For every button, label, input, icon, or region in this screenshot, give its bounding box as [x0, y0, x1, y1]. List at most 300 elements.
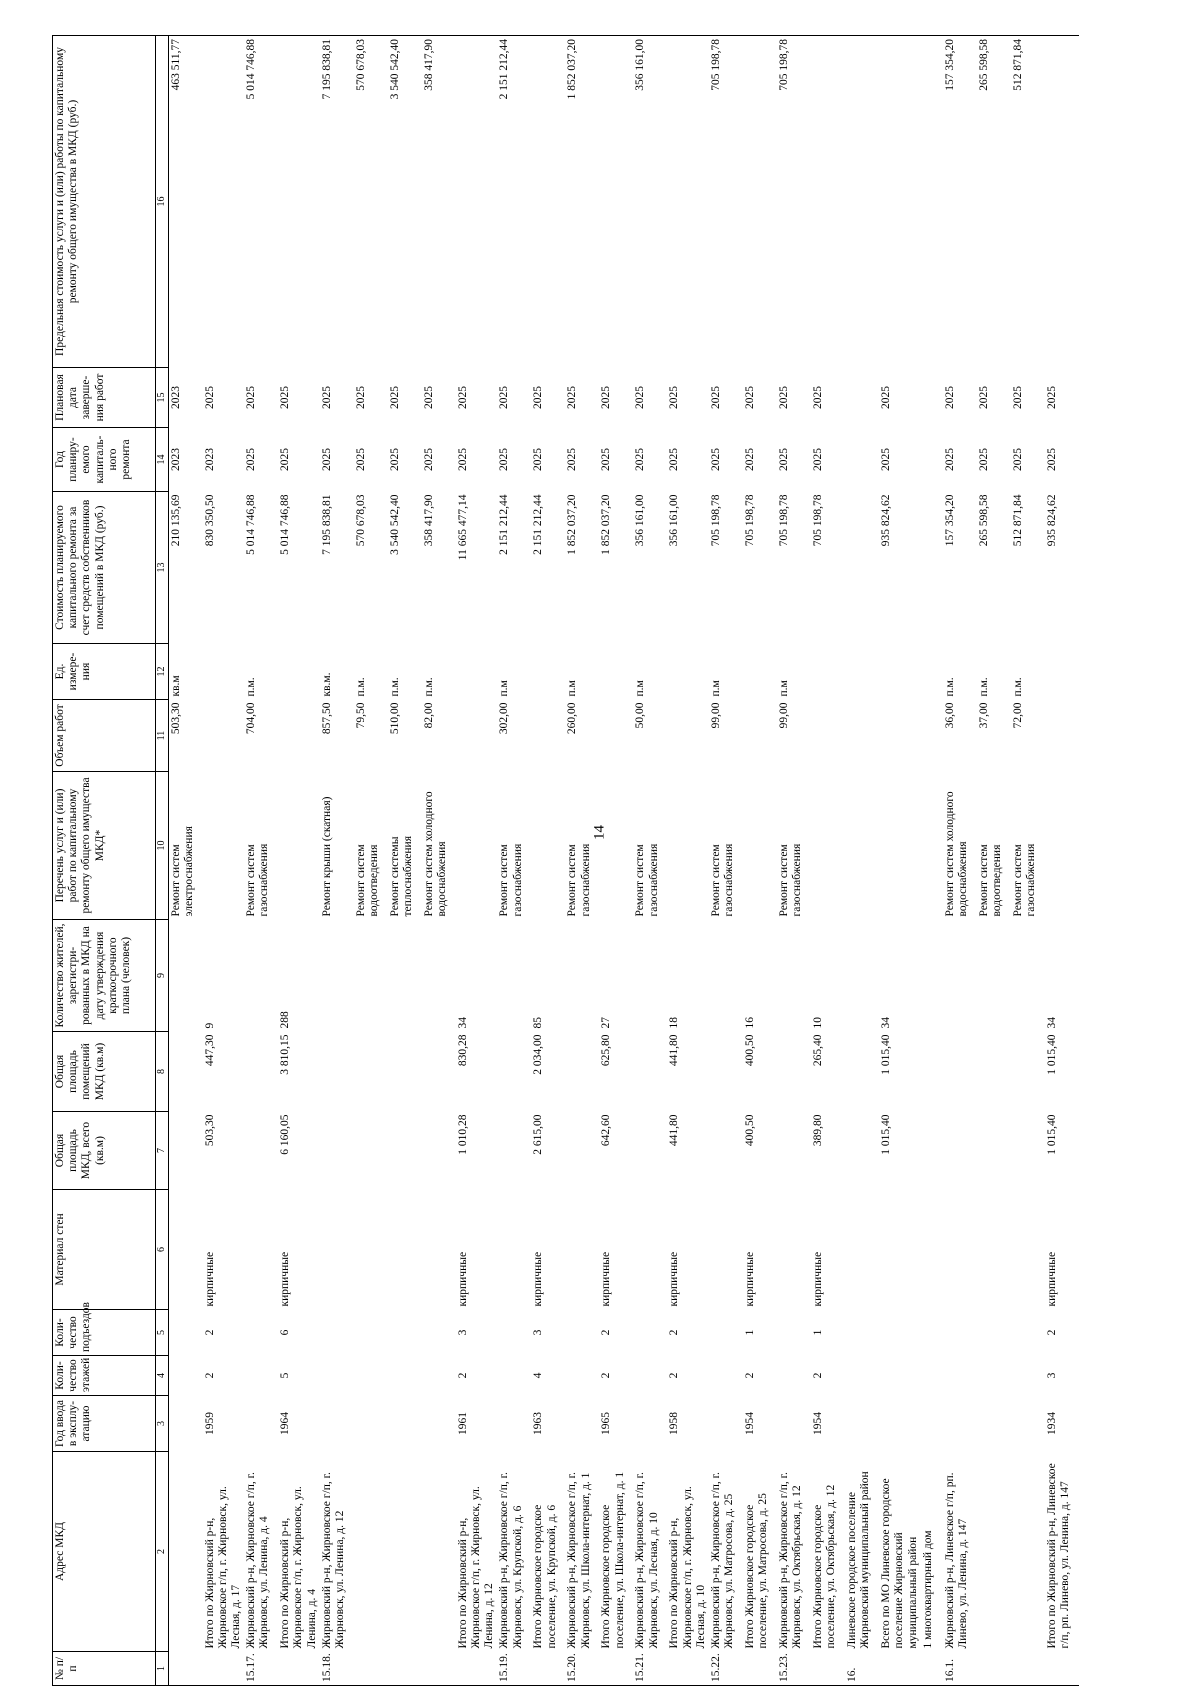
column-number-row	[156, 36, 169, 1686]
cell-col-3	[879, 1396, 921, 1452]
table-row	[388, 36, 422, 1686]
table-row	[777, 36, 811, 1686]
cell-col-3: 1954	[744, 1412, 757, 1435]
cell-col-8: 400,50	[744, 1034, 757, 1067]
cell-col-12: п.м.	[422, 677, 435, 697]
cell-col-13: 705 198,78	[744, 494, 757, 547]
cell-col-9	[709, 920, 743, 1032]
cell-col-16: 5 014 746,88	[244, 36, 278, 368]
cell-col-10: Ремонт систем водоотведения	[977, 844, 1003, 917]
cell-col-1: 16.	[845, 1652, 879, 1686]
cell-col-10: Ремонт систем газоснабжения	[566, 843, 592, 917]
cell-col-16: 157 354,20	[943, 36, 977, 368]
cell-col-14: 2025	[388, 448, 401, 471]
cell-col-13	[921, 492, 943, 644]
cell-col-5	[943, 1310, 977, 1356]
cell-col-13: 356 161,00	[634, 494, 647, 547]
cell-col-7	[354, 1112, 388, 1190]
cell-col-13: 5 014 746,88	[279, 494, 292, 555]
cell-col-14: 2023	[170, 448, 182, 471]
cell-col-4: 3	[1045, 1372, 1058, 1379]
table-row	[633, 36, 667, 1686]
cell-col-4: 5	[279, 1372, 292, 1379]
cell-col-7: 1 015,40	[1045, 1114, 1058, 1155]
cell-col-11	[531, 700, 565, 772]
cell-col-13	[845, 492, 879, 644]
cell-col-6: кирпичные	[744, 1251, 757, 1307]
cell-col-13: 356 161,00	[668, 494, 681, 547]
cell-col-14: 2025	[744, 448, 757, 471]
cell-col-12: п.м.	[977, 677, 990, 697]
cell-col-9: 18	[668, 1017, 681, 1029]
column-number-12: 12	[156, 644, 169, 700]
cell-col-13: 1 852 037,20	[600, 494, 613, 555]
cell-col-6: кирпичные	[1045, 1251, 1058, 1307]
cell-col-14: 2025	[778, 448, 791, 471]
cell-col-16	[879, 36, 921, 368]
cell-col-12: п.м.	[354, 677, 367, 697]
cell-col-12: п.м	[566, 680, 579, 697]
cell-col-4	[777, 1356, 811, 1396]
cell-col-8	[777, 1032, 811, 1112]
cell-col-2: Жирновский р-н, Жирновское г/п, г. Жирновск, ул. Лесная, д. 10	[634, 1472, 660, 1649]
cell-col-12: п.м	[498, 680, 511, 697]
column-number-4: 4	[156, 1356, 169, 1396]
cell-col-7	[244, 1112, 278, 1190]
column-header-15: Плановая дата заверше-ния работ	[53, 368, 156, 428]
cell-col-3	[709, 1396, 743, 1452]
cell-col-2: Итого по Жирновский р-н, Жирновское г/п, г. Жирновск, ул. Ленина, д. 12	[456, 1486, 496, 1649]
cell-col-2: Итого по Жирновский р-н, Жирновское г/п, г. Жирновск, ул. Лесная, д. 17	[203, 1486, 242, 1649]
cell-col-3	[921, 1396, 943, 1452]
cell-col-14: 2025	[498, 448, 511, 471]
cell-col-1: 15.20.	[565, 1652, 599, 1686]
cell-col-11	[667, 700, 709, 772]
cell-col-15	[845, 368, 879, 428]
cell-col-8	[244, 1032, 278, 1112]
cell-col-6	[943, 1190, 977, 1310]
cell-col-7	[845, 1112, 879, 1190]
cell-col-3	[244, 1396, 278, 1452]
cell-col-16: 570 678,03	[354, 36, 388, 368]
cell-col-13: 5 014 746,88	[245, 494, 258, 555]
cell-col-14	[845, 428, 879, 492]
cell-col-12: п.м.	[388, 677, 401, 697]
cell-col-10: Ремонт систем газоснабжения	[710, 843, 736, 917]
cell-col-12: п.м	[710, 680, 723, 697]
cell-col-7: 389,80	[812, 1114, 825, 1147]
cell-col-2	[354, 1452, 388, 1652]
cell-col-14: 2025	[320, 448, 333, 471]
cell-col-3	[354, 1396, 388, 1452]
cell-col-10: Ремонт систем газоснабжения	[245, 843, 271, 917]
cell-col-1: 15.21.	[633, 1652, 667, 1686]
cell-col-7: 441,80	[668, 1114, 681, 1147]
cell-col-9	[845, 920, 879, 1032]
cell-col-3	[633, 1396, 667, 1452]
cell-col-11: 857,50	[320, 702, 333, 735]
cell-col-5	[388, 1310, 422, 1356]
cell-col-1	[169, 1652, 203, 1686]
cell-col-16	[845, 36, 879, 368]
cell-col-5: 6	[279, 1329, 292, 1336]
cell-col-10	[456, 772, 498, 920]
cell-col-6: кирпичные	[279, 1251, 292, 1307]
cell-col-11: 302,00	[498, 702, 511, 735]
cell-col-6	[320, 1190, 354, 1310]
cell-col-9	[1011, 920, 1045, 1032]
cell-col-14: 2025	[456, 448, 469, 471]
cell-col-2	[977, 1452, 1011, 1652]
cell-col-11: 37,00	[977, 702, 990, 729]
cell-col-4	[709, 1356, 743, 1396]
cell-col-5	[565, 1310, 599, 1356]
cell-col-1: 15.17.	[244, 1652, 278, 1686]
cell-col-15: 2025	[880, 386, 893, 409]
cell-col-11: 704,00	[245, 702, 258, 735]
cell-col-5	[169, 1310, 203, 1356]
cell-col-6	[633, 1190, 667, 1310]
column-number-10: 10	[156, 772, 169, 920]
cell-col-10: Ремонт систем газоснабжения	[1011, 843, 1037, 917]
cell-col-9: 16	[744, 1017, 757, 1029]
cell-col-2: Итого Жирновское городское поселение, ул. Крупской, д. 6	[532, 1504, 558, 1649]
cell-col-6	[354, 1190, 388, 1310]
cell-col-10	[921, 772, 943, 920]
cell-col-8	[422, 1032, 456, 1112]
cell-col-13: 7 195 838,81	[320, 494, 333, 555]
cell-col-9: 288	[279, 1011, 292, 1029]
cell-col-13: 935 824,62	[880, 494, 893, 547]
cell-col-2: Жирновский р-н, Жирновское г/п, г. Жирновск, ул. Крупской, д. 6	[498, 1472, 524, 1649]
cell-col-12	[203, 644, 245, 700]
cell-col-10: Ремонт системы теплоснабжения	[388, 836, 415, 917]
cell-col-9: 9	[203, 1022, 216, 1029]
cell-col-8	[565, 1032, 599, 1112]
cell-col-2: Итого Жирновское городское поселение, ул. Матросова, д. 25	[744, 1493, 770, 1649]
cell-col-1: 15.22.	[709, 1652, 743, 1686]
cell-col-12: п.м.	[245, 677, 258, 697]
cell-col-16	[203, 36, 245, 368]
cell-col-4	[943, 1356, 977, 1396]
cell-col-1	[743, 1652, 777, 1686]
cell-col-14: 2025	[354, 448, 367, 471]
column-number-6: 6	[156, 1190, 169, 1310]
table-row	[422, 36, 456, 1686]
cell-col-8	[1011, 1032, 1045, 1112]
cell-col-15: 2025	[943, 386, 956, 409]
cell-col-11	[743, 700, 777, 772]
column-number-3: 3	[156, 1396, 169, 1452]
cell-col-2: Линевское городское поселение Жирновский муниципальный район	[846, 1471, 872, 1649]
cell-col-6: кирпичные	[203, 1251, 216, 1307]
cell-col-7: 2 615,00	[532, 1114, 545, 1155]
table-row	[169, 36, 203, 1686]
cell-col-5: 2	[668, 1329, 681, 1336]
cell-col-14: 2025	[634, 448, 647, 471]
cell-col-10	[203, 772, 245, 920]
cell-col-10	[1045, 772, 1079, 920]
cell-col-7	[388, 1112, 422, 1190]
cell-col-8: 447,30	[203, 1034, 216, 1067]
table-body	[169, 36, 1079, 1686]
table-row	[278, 36, 320, 1686]
cell-col-12: кв.м.	[320, 672, 333, 697]
table-row	[203, 36, 245, 1686]
cell-col-13: 705 198,78	[710, 494, 723, 547]
cell-col-14	[921, 428, 943, 492]
cell-col-16: 7 195 838,81	[320, 36, 354, 368]
cell-col-9: 34	[880, 1017, 893, 1029]
cell-col-10: Ремонт систем газоснабжения	[498, 843, 524, 917]
cell-col-13: 570 678,03	[354, 494, 367, 547]
cell-col-14: 2023	[203, 448, 216, 471]
cell-col-10	[278, 772, 320, 920]
cell-col-4	[633, 1356, 667, 1396]
cell-col-5	[633, 1310, 667, 1356]
cell-col-16: 2 151 212,44	[497, 36, 531, 368]
table-row	[977, 36, 1011, 1686]
cell-col-5	[879, 1310, 921, 1356]
cell-col-11: 79,50	[354, 702, 367, 729]
cell-col-8	[845, 1032, 879, 1112]
cell-col-13: 265 598,58	[977, 494, 990, 547]
column-header-1: № п/п	[53, 1652, 156, 1686]
cell-col-8: 1 015,40	[1045, 1034, 1058, 1075]
cell-col-2	[1011, 1452, 1045, 1652]
cell-col-6: кирпичные	[812, 1251, 825, 1307]
cell-col-14: 2025	[532, 448, 545, 471]
cell-col-14: 2025	[279, 448, 292, 471]
table-row	[845, 36, 879, 1686]
cell-col-15: 2025	[778, 386, 791, 409]
cell-col-2: Жирновский р-н, Жирновское г/п, г. Жирновск, ул. Ленина, д. 12	[320, 1472, 347, 1649]
cell-col-3: 1961	[456, 1412, 469, 1435]
cell-col-1	[667, 1652, 709, 1686]
cell-col-4	[354, 1356, 388, 1396]
column-number-11: 11	[156, 700, 169, 772]
cell-col-12	[811, 644, 845, 700]
cell-col-7	[1011, 1112, 1045, 1190]
table-row	[1011, 36, 1045, 1686]
cell-col-3	[169, 1396, 203, 1452]
cell-col-14: 2025	[600, 448, 613, 471]
cell-col-6	[709, 1190, 743, 1310]
cell-col-6	[169, 1190, 203, 1310]
cell-col-8: 441,80	[668, 1034, 681, 1067]
cell-col-4: 2	[456, 1372, 469, 1379]
cell-col-9	[633, 920, 667, 1032]
cell-col-10	[667, 772, 709, 920]
cell-col-9	[354, 920, 388, 1032]
cell-col-8	[943, 1032, 977, 1112]
cell-col-15: 2025	[744, 386, 757, 409]
cell-col-6: кирпичные	[456, 1251, 469, 1307]
cell-col-11	[921, 700, 943, 772]
cell-col-2: Итого по Жирновский р-н, Линевское г/п, рп. Линево, ул. Ленина, д. 147	[1045, 1463, 1071, 1649]
cell-col-4: 2	[744, 1372, 757, 1379]
cell-col-6	[244, 1190, 278, 1310]
cell-col-15: 2025	[422, 386, 435, 409]
cell-col-2: Жирновский р-н, Жирновское г/п, г. Жирновск, ул. Матросова, д. 25	[710, 1472, 736, 1649]
column-number-8: 8	[156, 1032, 169, 1112]
cell-col-13: 358 417,90	[422, 494, 435, 547]
cell-col-10: Ремонт крыши (скатная)	[320, 796, 333, 917]
cell-col-3: 1954	[812, 1412, 825, 1435]
cell-col-10: Ремонт систем холодного водоснабжения	[943, 791, 969, 917]
column-header-4: Коли-чество этажей	[53, 1356, 156, 1396]
cell-col-3	[845, 1396, 879, 1452]
cell-col-3	[1011, 1396, 1045, 1452]
cell-col-3: 1959	[203, 1412, 216, 1435]
cell-col-10: Ремонт систем газоснабжения	[778, 843, 804, 917]
cell-col-1	[921, 1652, 943, 1686]
cell-col-16: 512 871,84	[1011, 36, 1045, 368]
cell-col-1	[977, 1652, 1011, 1686]
cell-col-15: 2025	[600, 386, 613, 409]
cell-col-9	[388, 920, 422, 1032]
cell-col-12: п.м.	[1011, 677, 1024, 697]
cell-col-11: 50,00	[634, 702, 647, 729]
cell-col-14: 2025	[812, 448, 825, 471]
cell-col-6	[879, 1190, 921, 1310]
cell-col-10: Ремонт систем газоснабжения	[634, 843, 660, 917]
cell-col-14: 2025	[710, 448, 723, 471]
cell-col-12	[879, 644, 921, 700]
cell-col-16	[921, 36, 943, 368]
cell-col-2: Жирновский р-н, Линевское г/п, рп. Линево, ул. Ленина, д. 147	[943, 1472, 969, 1649]
column-number-13: 13	[156, 492, 169, 644]
column-header-5: Коли-чество подъездов	[53, 1310, 156, 1356]
cell-col-10	[879, 772, 921, 920]
cell-col-8: 1 015,40	[880, 1034, 893, 1075]
cell-col-6	[845, 1190, 879, 1310]
cell-col-10: Ремонт систем холодного водоснабжения	[422, 791, 449, 917]
cell-col-3	[977, 1396, 1011, 1452]
cell-col-15: 2025	[1011, 386, 1024, 409]
cell-col-15: 2023	[170, 386, 182, 409]
cell-col-16	[278, 36, 320, 368]
cell-col-12	[743, 644, 777, 700]
cell-col-5	[354, 1310, 388, 1356]
cell-col-12	[667, 644, 709, 700]
cell-col-12	[456, 644, 498, 700]
table-row	[709, 36, 743, 1686]
cell-col-5	[1011, 1310, 1045, 1356]
cell-col-16: 3 540 542,40	[388, 36, 422, 368]
cell-col-12: кв.м	[170, 675, 182, 697]
cell-col-7	[943, 1112, 977, 1190]
cell-col-16: 356 161,00	[633, 36, 667, 368]
cell-col-9	[565, 920, 599, 1032]
cell-col-6	[565, 1190, 599, 1310]
cell-col-14: 2025	[422, 448, 435, 471]
cell-col-8	[169, 1032, 203, 1112]
cell-col-11: 72,00	[1011, 702, 1024, 729]
cell-col-5	[320, 1310, 354, 1356]
cell-col-8	[977, 1032, 1011, 1112]
cell-col-5: 2	[203, 1329, 216, 1336]
cell-col-10	[743, 772, 777, 920]
cell-col-9	[244, 920, 278, 1032]
cell-col-5	[497, 1310, 531, 1356]
cell-col-6	[388, 1190, 422, 1310]
cell-col-3: 1965	[600, 1412, 613, 1435]
cell-col-13: 705 198,78	[812, 494, 825, 547]
cell-col-1: 16.1.	[943, 1652, 977, 1686]
cell-col-4	[879, 1356, 921, 1396]
cell-col-5: 2	[600, 1329, 613, 1336]
column-number-7: 7	[156, 1112, 169, 1190]
cell-col-4: 2	[812, 1372, 825, 1379]
cell-col-4: 4	[532, 1372, 545, 1379]
cell-col-13: 3 540 542,40	[388, 494, 401, 555]
cell-col-12	[599, 644, 633, 700]
cell-col-3: 1963	[532, 1412, 545, 1435]
cell-col-1	[278, 1652, 320, 1686]
cell-col-8: 625,80	[600, 1034, 613, 1067]
cell-col-7	[422, 1112, 456, 1190]
cell-col-7	[921, 1112, 943, 1190]
cell-col-14: 2025	[245, 448, 258, 471]
table-row	[599, 36, 633, 1686]
cell-col-8	[709, 1032, 743, 1112]
cell-col-6: кирпичные	[600, 1251, 613, 1307]
cell-col-3	[777, 1396, 811, 1452]
cell-col-15: 2025	[320, 386, 333, 409]
cell-col-1: 15.18.	[320, 1652, 354, 1686]
cell-col-14: 2025	[668, 448, 681, 471]
cell-col-1: 15.23.	[777, 1652, 811, 1686]
cell-col-5	[777, 1310, 811, 1356]
cell-col-1	[879, 1652, 921, 1686]
cell-col-10	[811, 772, 845, 920]
cell-col-2: Итого по Жирновский р-н, Жирновское г/п, г. Жирновск, ул. Ленина, д. 4	[279, 1486, 318, 1649]
cell-col-1	[354, 1652, 388, 1686]
cell-col-12	[921, 644, 943, 700]
cell-col-2: Жирновский р-н, Жирновское г/п, г. Жирновск, ул. Школа-интернат, д. 1	[566, 1472, 592, 1649]
cell-col-16	[599, 36, 633, 368]
cell-col-9	[777, 920, 811, 1032]
cell-col-8	[497, 1032, 531, 1112]
cell-col-15: 2025	[812, 386, 825, 409]
table-row	[1045, 36, 1079, 1686]
table-row	[743, 36, 777, 1686]
rotated-table-container	[52, 36, 1200, 1686]
table-row	[879, 36, 921, 1686]
cell-col-8	[633, 1032, 667, 1112]
cell-col-15: 2025	[977, 386, 990, 409]
cell-col-16	[667, 36, 709, 368]
cell-col-7: 1 010,28	[456, 1114, 469, 1155]
cell-col-3	[565, 1396, 599, 1452]
cell-col-12: п.м.	[943, 677, 956, 697]
cell-col-1	[203, 1652, 245, 1686]
column-header-7: Общая площадь МКД, всего (кв.м)	[53, 1112, 156, 1190]
column-header-16: Предельная стоимость услуги и (или) работы по капитальному ремонту общего имущества в МКД (руб.)	[53, 36, 156, 368]
cell-col-11: 260,00	[566, 702, 579, 735]
cell-col-4	[320, 1356, 354, 1396]
cell-col-9: 27	[600, 1017, 613, 1029]
cell-col-11: 82,00	[422, 702, 435, 729]
cell-col-16: 705 198,78	[777, 36, 811, 368]
cell-col-9	[921, 920, 943, 1032]
cell-col-7	[497, 1112, 531, 1190]
cell-col-13: 157 354,20	[943, 494, 956, 547]
cell-col-12: п.м	[634, 680, 647, 697]
cell-col-3	[422, 1396, 456, 1452]
column-number-15: 15	[156, 368, 169, 428]
